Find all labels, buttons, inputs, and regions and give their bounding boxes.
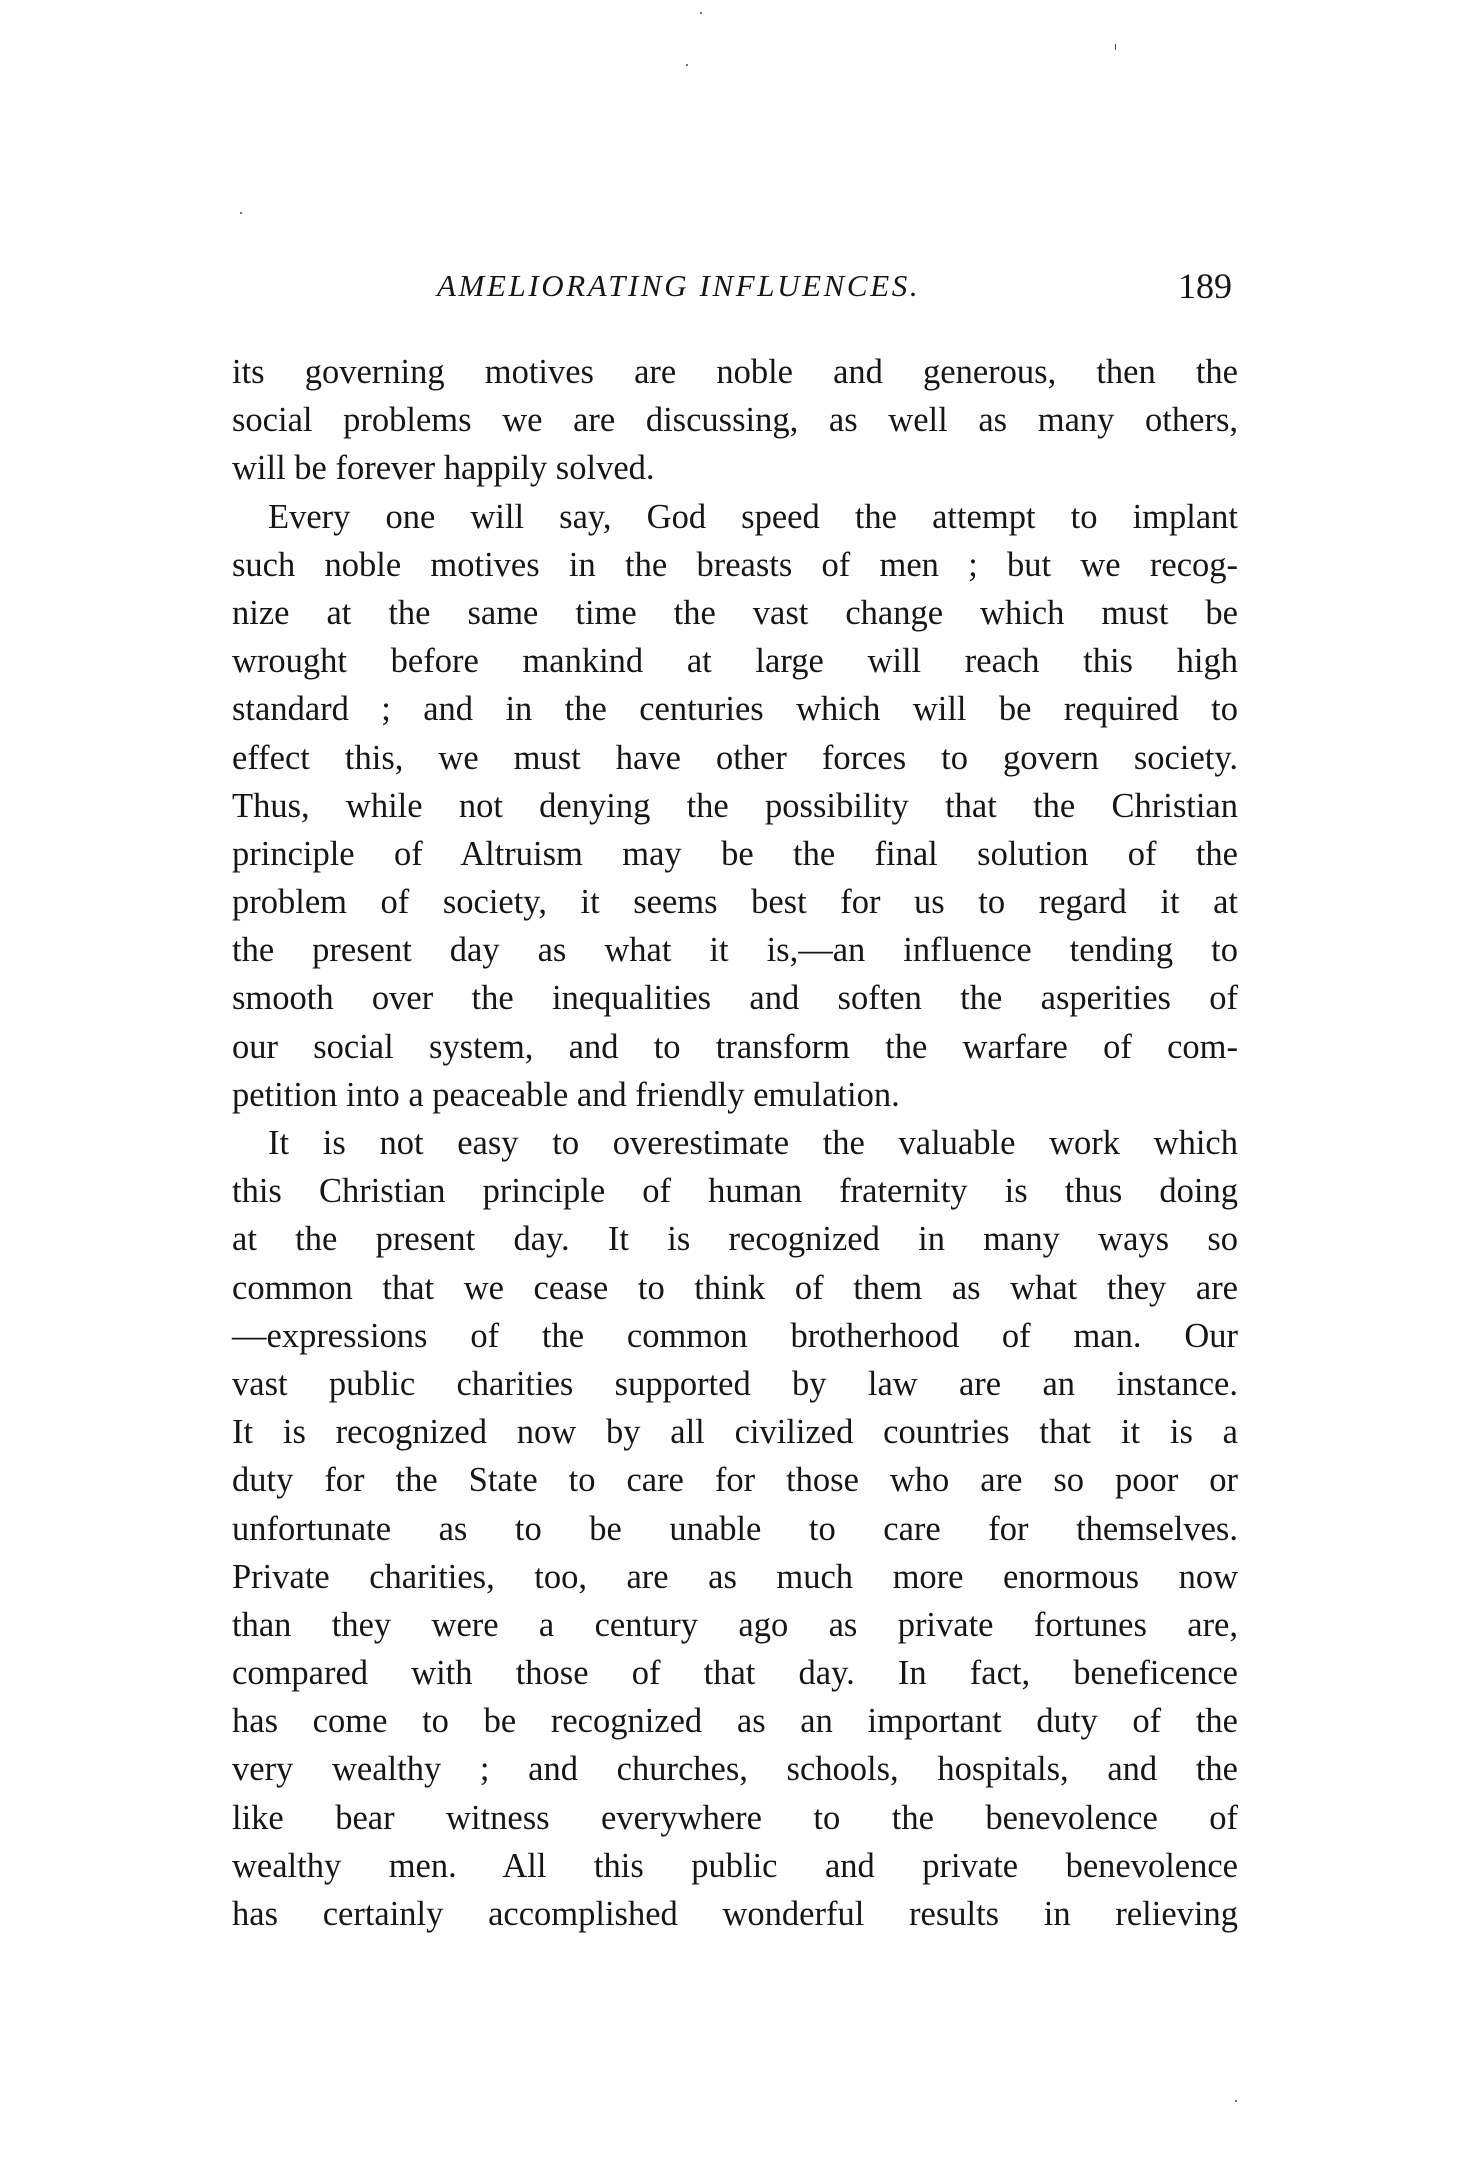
text-line: It is not easy to overestimate the valuable work which — [268, 1124, 1238, 1162]
text-line: than they were a century ago as private fortunes are, — [232, 1605, 1238, 1644]
running-title: AMELIORATING INFLUENCES. — [437, 268, 921, 303]
scan-speck — [700, 12, 702, 14]
body-text — [232, 348, 1238, 1938]
text-line: social problems we are discussing, as well as many others, — [232, 401, 1238, 440]
paragraph — [232, 348, 1238, 493]
text-line: —expressions of the common brotherhood of man. Our — [232, 1316, 1238, 1355]
text-line: like bear witness everywhere to the benevolence of — [232, 1798, 1238, 1837]
paragraph — [232, 1119, 1238, 1938]
page-number: 189 — [1178, 266, 1232, 306]
text-line: the present day as what it is,—an influence tending to — [232, 931, 1238, 970]
text-line: Private charities, too, are as much more enormous now — [232, 1557, 1238, 1596]
text-line: common that we cease to think of them as what they are — [232, 1268, 1238, 1307]
text-line: at the present day. It is recognized in many ways so — [232, 1220, 1238, 1259]
text-line: duty for the State to care for those who are so poor or — [232, 1461, 1238, 1500]
text-line: Every one will say, God speed the attempt to implant — [268, 497, 1238, 536]
text-line: has come to be recognized as an important duty of the — [232, 1702, 1238, 1741]
text-line: principle of Altruism may be the final solution of the — [232, 834, 1238, 873]
scan-speck — [240, 212, 242, 214]
text-line: problem of society, it seems best for us to regard it at — [232, 883, 1238, 922]
scan-speck — [686, 64, 688, 66]
text-line: vast public charities supported by law are an instance. — [232, 1364, 1238, 1403]
text-line: petition into a peaceable and friendly emulation. — [232, 1075, 900, 1114]
text-line: our social system, and to transform the warfare of com- — [232, 1027, 1238, 1066]
text-line: smooth over the inequalities and soften the asperities of — [232, 979, 1238, 1018]
text-line: such noble motives in the breasts of men ; but we recog- — [232, 545, 1238, 584]
text-line: its governing motives are noble and generous, then the — [232, 353, 1238, 391]
text-line: unfortunate as to be unable to care for themselves. — [232, 1509, 1238, 1548]
text-line: It is recognized now by all civilized countries that it is a — [232, 1413, 1238, 1452]
text-line: nize at the same time the vast change which must be — [232, 593, 1238, 632]
text-line: very wealthy ; and churches, schools, hospitals, and the — [232, 1750, 1238, 1789]
scan-speck — [1235, 2100, 1237, 2102]
text-line: will be forever happily solved. — [232, 449, 655, 488]
text-line: has certainly accomplished wonderful results in relieving — [232, 1895, 1238, 1933]
paragraph — [232, 493, 1238, 1119]
running-head — [232, 262, 1238, 310]
text-line: this Christian principle of human fraternity is thus doing — [232, 1172, 1238, 1211]
text-line: wealthy men. All this public and private benevolence — [232, 1846, 1238, 1885]
text-line: effect this, we must have other forces to govern society. — [232, 738, 1238, 777]
text-line: Thus, while not denying the possibility that the Christian — [232, 786, 1238, 825]
text-line: compared with those of that day. In fact, beneficence — [232, 1654, 1238, 1693]
scan-speck — [1115, 44, 1116, 50]
text-line: standard ; and in the centuries which will be required to — [232, 690, 1238, 729]
text-line: wrought before mankind at large will reach this high — [232, 642, 1238, 681]
